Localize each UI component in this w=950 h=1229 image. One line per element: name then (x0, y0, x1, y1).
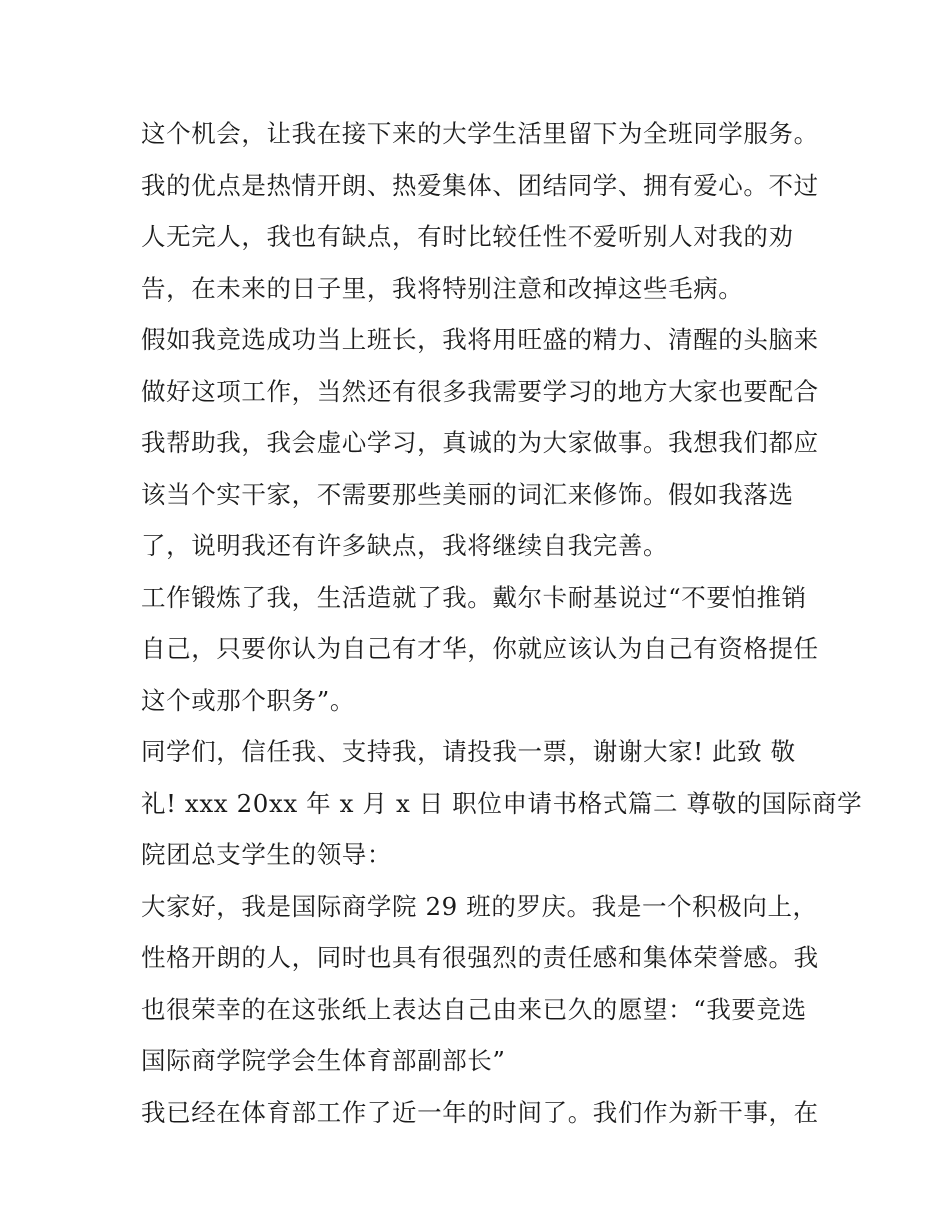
text-line: 我的优点是热情开朗、热爱集体、团结同学、拥有爱心。不过 (141, 170, 819, 200)
text-line: 人无完人，我也有缺点，有时比较任性不爱听别人对我的劝 (141, 222, 794, 251)
text-line: 国际商学院学会生体育部副部长” (141, 1046, 506, 1075)
text-line: 告，在未来的日子里，我将特别注意和改掉这些毛病。 (141, 273, 744, 303)
text-line: 我帮助我，我会虚心学习，真诚的为大家做事。我想我们都应 (141, 428, 819, 457)
text-line: 自己，只要你认为自己有才华，你就应该认为自己有资格提任 (141, 634, 819, 663)
text-line: 同学们，信任我、支持我，请投我一票，谢谢大家! 此致 敬 (141, 737, 796, 766)
text-line: 这个机会，让我在接下来的大学生活里留下为全班同学服务。 (141, 119, 819, 148)
text-line: 也很荣幸的在这张纸上表达自己由来已久的愿望：“我要竞选 (141, 994, 807, 1024)
document-body (141, 108, 863, 1138)
text-line: 该当个实干家，不需要那些美丽的词汇来修饰。假如我落选 (141, 479, 794, 509)
text-line: 工作锻炼了我，生活造就了我。戴尔卡耐基说过“不要怕推销 (141, 582, 807, 612)
text-line: 性格开朗的人，同时也具有很强烈的责任感和集体荣誉感。我 (141, 943, 819, 972)
text-line: 这个或那个职务”。 (141, 685, 355, 715)
text-line: 礼! xxx 20xx 年 x 月 x 日 职位申请书格式篇二 尊敬的国际商学 (141, 788, 863, 818)
text-line: 做好这项工作，当然还有很多我需要学习的地方大家也要配合 (141, 376, 819, 406)
text-line: 我已经在体育部工作了近一年的时间了。我们作为新干事，在 (141, 1097, 819, 1127)
text-line: 假如我竞选成功当上班长，我将用旺盛的精力、清醒的头脑来 (141, 325, 819, 354)
text-line: 院团总支学生的领导： (141, 840, 392, 869)
text-line: 大家好，我是国际商学院 29 班的罗庆。我是一个积极向上， (141, 891, 818, 921)
text-line: 了，说明我还有许多缺点，我将继续自我完善。 (141, 531, 669, 560)
